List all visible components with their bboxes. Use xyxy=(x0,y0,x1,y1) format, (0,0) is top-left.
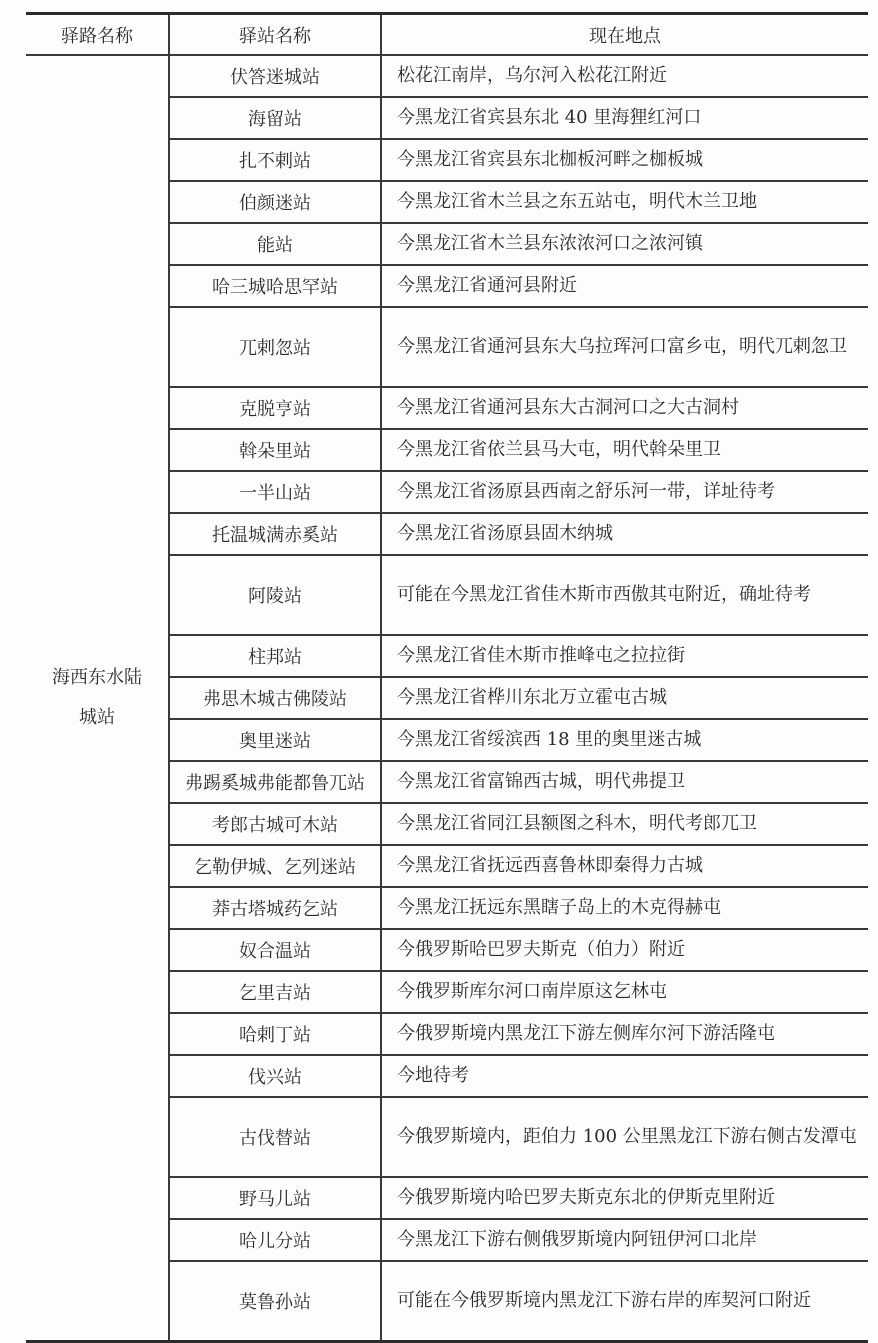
current-location-cell: 今俄罗斯境内，距伯力 100 公里黑龙江下游右侧古发潭屯 xyxy=(381,1097,868,1177)
station-name-cell: 兀剌忽站 xyxy=(169,307,381,387)
current-location-cell: 今俄罗斯境内哈巴罗夫斯克东北的伊斯克里附近 xyxy=(381,1177,868,1219)
header-row xyxy=(26,14,868,56)
table-header xyxy=(26,14,868,56)
post-station-table xyxy=(26,12,868,1343)
current-location-cell: 今黑龙江省木兰县之东五站屯，明代木兰卫地 xyxy=(381,181,868,223)
current-location-cell: 今俄罗斯哈巴罗夫斯克（伯力）附近 xyxy=(381,929,868,971)
current-location-cell: 今地待考 xyxy=(381,1055,868,1097)
current-location-cell: 今黑龙江省绥滨西 18 里的奥里迷古城 xyxy=(381,719,868,761)
station-name-cell: 奥里迷站 xyxy=(169,719,381,761)
current-location-cell: 今黑龙江省通河县东大古洞河口之大古洞村 xyxy=(381,387,868,429)
station-name-cell: 弗思木城古佛陵站 xyxy=(169,677,381,719)
station-name-cell: 哈三城哈思罕站 xyxy=(169,265,381,307)
current-location-cell: 今黑龙江抚远东黑瞎子岛上的木克得赫屯 xyxy=(381,887,868,929)
table-body xyxy=(26,55,868,1342)
station-name-cell: 阿陵站 xyxy=(169,555,381,635)
current-location-cell: 今黑龙江省通河县附近 xyxy=(381,265,868,307)
header-station-name: 驿站名称 xyxy=(169,14,381,56)
station-name-cell: 哈剌丁站 xyxy=(169,1013,381,1055)
current-location-cell: 今黑龙江省依兰县马大屯，明代斡朵里卫 xyxy=(381,429,868,471)
current-location-cell: 可能在今黑龙江省佳木斯市西傲其屯附近，确址待考 xyxy=(381,555,868,635)
table-row xyxy=(26,55,868,97)
route-name-line-1: 海西东水陆 xyxy=(52,667,142,688)
station-name-cell: 莫鲁孙站 xyxy=(169,1261,381,1342)
header-route-name: 驿路名称 xyxy=(26,14,169,56)
station-name-cell: 古伐替站 xyxy=(169,1097,381,1177)
station-name-cell: 一半山站 xyxy=(169,471,381,513)
station-name-cell: 伯颜迷站 xyxy=(169,181,381,223)
station-name-cell: 海留站 xyxy=(169,97,381,139)
current-location-cell: 今黑龙江省汤原县西南之舒乐河一带，详址待考 xyxy=(381,471,868,513)
current-location-cell: 今黑龙江省佳木斯市推峰屯之拉拉街 xyxy=(381,635,868,677)
station-name-cell: 莽古塔城药乞站 xyxy=(169,887,381,929)
station-name-cell: 柱邦站 xyxy=(169,635,381,677)
current-location-cell: 今黑龙江省宾县东北 40 里海狸红河口 xyxy=(381,97,868,139)
route-name-line-2: 城站 xyxy=(79,707,115,728)
station-table-container xyxy=(26,12,868,1343)
current-location-cell: 今黑龙江省通河县东大乌拉珲河口富乡屯，明代兀剌忽卫 xyxy=(381,307,868,387)
station-name-cell: 乞勒伊城、乞列迷站 xyxy=(169,845,381,887)
station-name-cell: 弗踢奚城弗能都鲁兀站 xyxy=(169,761,381,803)
station-name-cell: 扎不剌站 xyxy=(169,139,381,181)
route-name-cell xyxy=(26,55,169,1342)
current-location-cell: 今黑龙江省同江县额图之科木，明代考郎兀卫 xyxy=(381,803,868,845)
current-location-cell: 今俄罗斯境内黑龙江下游左侧库尔河下游活隆屯 xyxy=(381,1013,868,1055)
station-name-cell: 伏答迷城站 xyxy=(169,55,381,97)
current-location-cell: 今黑龙江省富锦西古城，明代弗提卫 xyxy=(381,761,868,803)
station-name-cell: 乞里吉站 xyxy=(169,971,381,1013)
current-location-cell: 今黑龙江省汤原县固木纳城 xyxy=(381,513,868,555)
current-location-cell: 今黑龙江省桦川东北万立霍屯古城 xyxy=(381,677,868,719)
current-location-cell: 松花江南岸，乌尔河入松花江附近 xyxy=(381,55,868,97)
station-name-cell: 奴合温站 xyxy=(169,929,381,971)
current-location-cell: 今黑龙江省宾县东北枷板河畔之枷板城 xyxy=(381,139,868,181)
station-name-cell: 克脱亨站 xyxy=(169,387,381,429)
station-name-cell: 野马儿站 xyxy=(169,1177,381,1219)
station-name-cell: 哈儿分站 xyxy=(169,1219,381,1261)
station-name-cell: 能站 xyxy=(169,223,381,265)
current-location-cell: 可能在今俄罗斯境内黑龙江下游右岸的库契河口附近 xyxy=(381,1261,868,1342)
current-location-cell: 今黑龙江省抚远西喜鲁林即秦得力古城 xyxy=(381,845,868,887)
station-name-cell: 伐兴站 xyxy=(169,1055,381,1097)
station-name-cell: 托温城满赤奚站 xyxy=(169,513,381,555)
station-name-cell: 考郎古城可木站 xyxy=(169,803,381,845)
current-location-cell: 今黑龙江下游右侧俄罗斯境内阿钮伊河口北岸 xyxy=(381,1219,868,1261)
station-name-cell: 斡朵里站 xyxy=(169,429,381,471)
current-location-cell: 今黑龙江省木兰县东浓浓河口之浓河镇 xyxy=(381,223,868,265)
header-current-location: 现在地点 xyxy=(381,14,868,56)
current-location-cell: 今俄罗斯库尔河口南岸原这乞林屯 xyxy=(381,971,868,1013)
